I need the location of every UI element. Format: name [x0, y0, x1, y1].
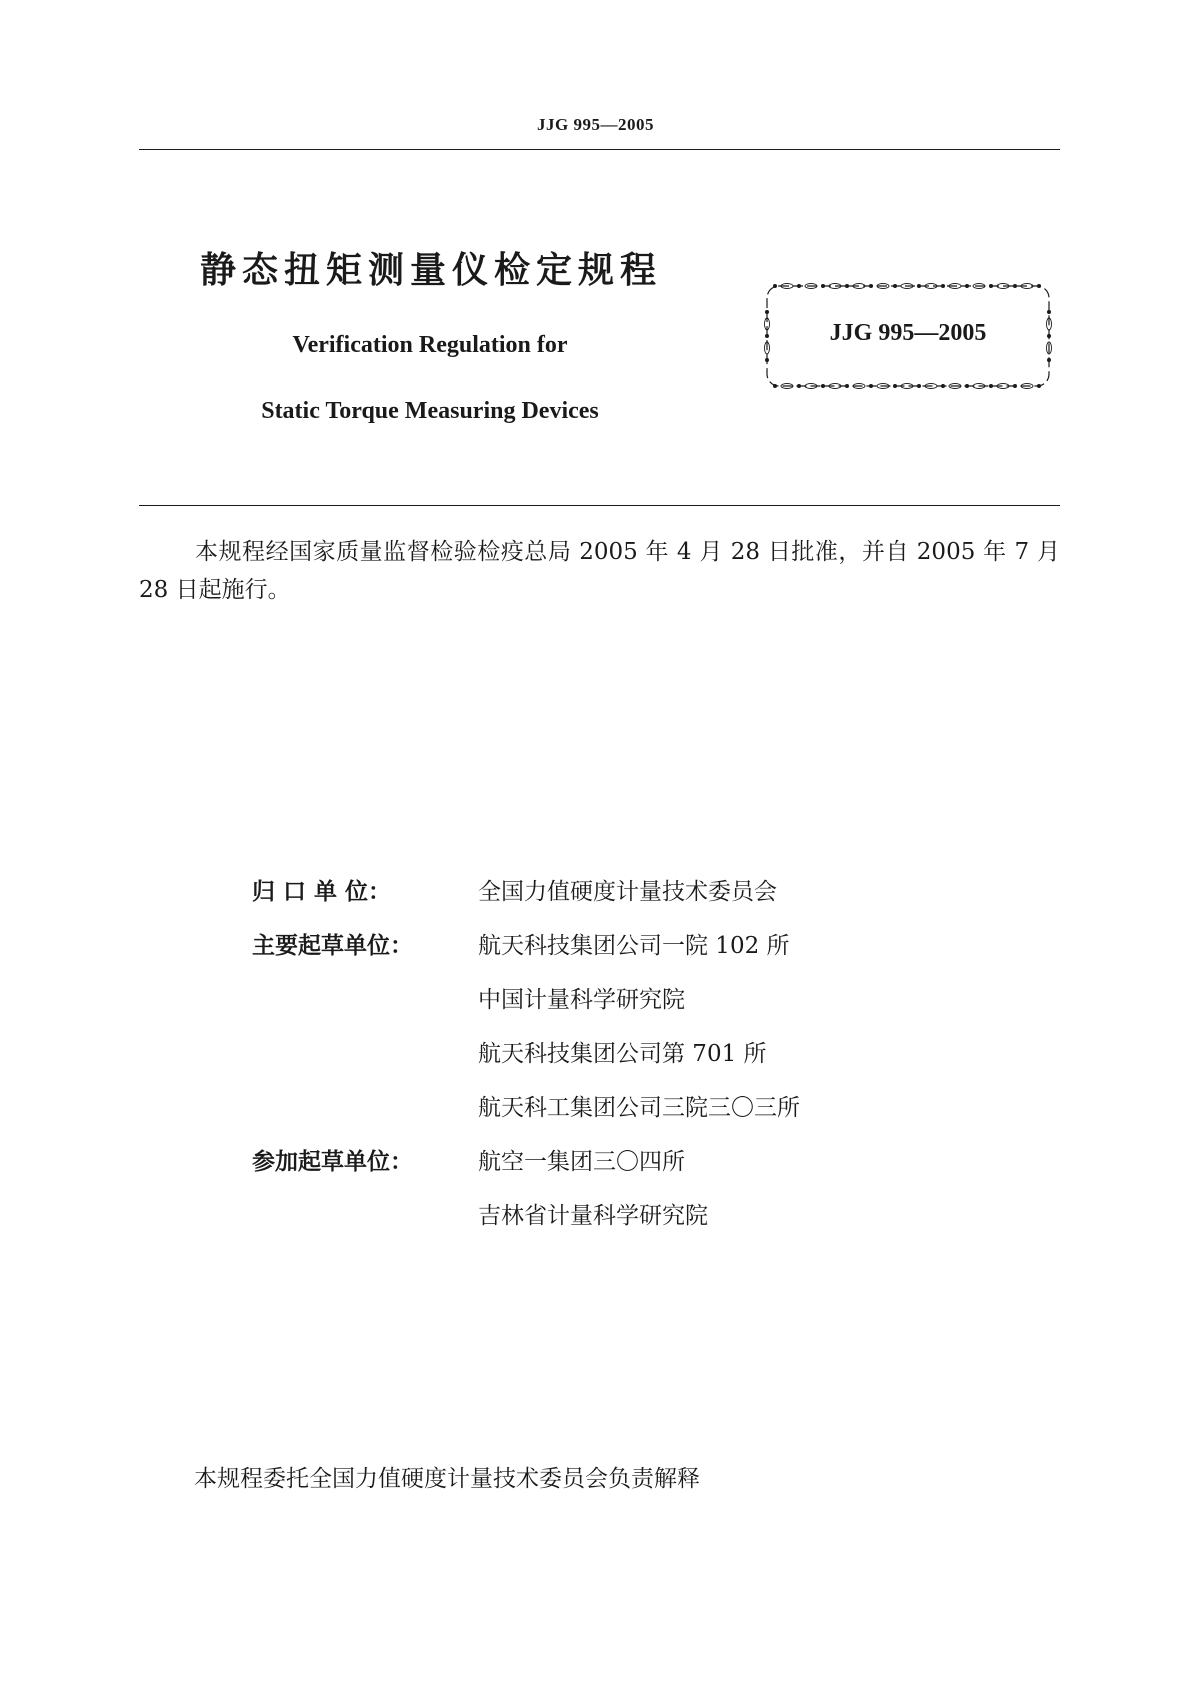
main-drafting-unit: 中国计量科学研究院 [478, 987, 685, 1013]
interpretation-note: 本规程委托全国力值硬度计量技术委员会负责解释 [194, 1466, 700, 1492]
running-header-code: JJG 995—2005 [537, 115, 654, 134]
main-drafting-unit: 航天科工集团公司三院三〇三所 [478, 1095, 800, 1121]
title-chinese: 静态扭矩测量仪检定规程 [200, 250, 663, 291]
section-rule [139, 505, 1060, 506]
responsible-unit: 全国力值硬度计量技术委员会 [478, 879, 777, 905]
code-box [763, 282, 1053, 390]
approval-statement: 本规程经国家质量监督检验检疫总局 2005 年 4 月 28 日批准，并自 2005 年 7 月 28 日起施行。 [139, 539, 1060, 603]
header-rule [139, 149, 1060, 150]
main-drafting-label: 主要起草单位： [252, 933, 413, 959]
main-drafting-unit: 航天科技集团公司第 701 所 [478, 1041, 767, 1067]
title-english-line1: Verification Regulation for [292, 332, 568, 358]
code-box-text: JJG 995—2005 [829, 320, 987, 346]
main-drafting-unit: 航天科技集团公司一院 102 所 [478, 933, 790, 959]
participating-unit: 航空一集团三〇四所 [478, 1149, 685, 1175]
title-english-line2: Static Torque Measuring Devices [261, 398, 599, 424]
participating-unit: 吉林省计量科学研究院 [478, 1203, 708, 1229]
participating-label: 参加起草单位： [252, 1149, 413, 1175]
responsible-unit-label: 归 口 单 位： [252, 879, 392, 905]
